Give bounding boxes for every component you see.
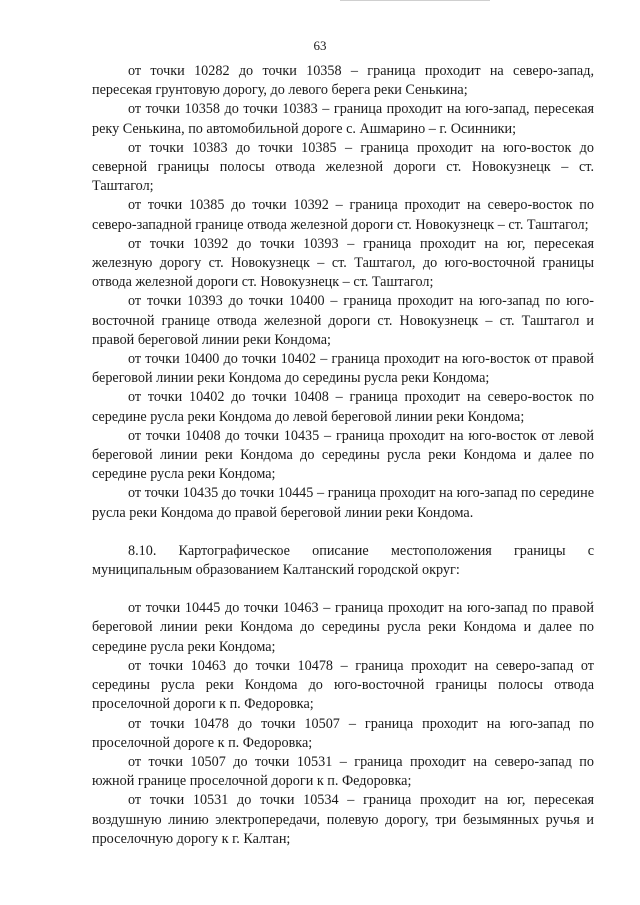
boundary-paragraph: от точки 10531 до точки 10534 – граница проходит на юг, пересекая воздушную линию электропередачи, полевую дорогу, три безымянных ручья и проселочную дорогу к г. Калтан;	[92, 792, 594, 847]
boundary-paragraph: от точки 10358 до точки 10383 – граница проходит на юго-запад, пересекая реку Сенькина, по автомобильной дороге с. Ашмарино – г. Осинники;	[92, 101, 594, 137]
boundary-paragraph: от точки 10445 до точки 10463 – граница проходит на юго-запад по правой береговой линии реки Кондома до середины русла реки Кондома и далее по середине русла реки Кондома;	[92, 600, 594, 655]
boundary-paragraph: от точки 10478 до точки 10507 – граница проходит на юго-запад по проселочной дороге к п. Федоровка;	[92, 715, 594, 751]
boundary-paragraph: от точки 10282 до точки 10358 – граница проходит на северо-запад, пересекая грунтовую дорогу, до левого берега реки Сенькина;	[92, 63, 594, 99]
boundary-paragraph: от точки 10435 до точки 10445 – граница проходит на юго-запад по середине русла реки Кондома до правой береговой линии реки Кондома.	[92, 485, 594, 521]
boundary-paragraph: от точки 10400 до точки 10402 – граница проходит на юго-восток от правой береговой линии реки Кондома до середины русла реки Кондома;	[92, 351, 594, 387]
boundary-paragraph: от точки 10507 до точки 10531 – граница проходит на северо-запад по южной границе проселочной дороги к п. Федоровка;	[92, 753, 594, 790]
boundary-paragraph: от точки 10408 до точки 10435 – граница проходит на юго-восток от левой береговой линии реки Кондома до середины русла реки Кондома и далее по середине русла реки Кондома;	[92, 427, 594, 483]
boundary-paragraph: от точки 10383 до точки 10385 – граница проходит на юго-восток до северной границы полосы отвода железной дороги ст. Новокузнецк – ст. Таштагол;	[92, 139, 594, 195]
page-number: 63	[313, 38, 327, 53]
document-body	[92, 62, 594, 849]
boundary-paragraph: от точки 10402 до точки 10408 – граница проходит на северо-восток по середине русла реки Кондома до левой береговой линии реки Кондома;	[92, 389, 594, 425]
boundary-paragraph: от точки 10393 до точки 10400 – граница проходит на юго-запад по юго-восточной границе отвода железной дороги ст. Новокузнецк – ст. Таштагол и правой береговой линии реки Кондома;	[92, 293, 594, 348]
scan-artifact-line	[340, 0, 490, 4]
boundary-paragraph: от точки 10392 до точки 10393 – граница проходит на юг, пересекая железную дорогу ст. Новокузнецк – ст. Таштагол, до юго-восточной границы отвода железной дороги ст. Новокузнецк – ст. Таштагол;	[92, 235, 594, 291]
boundary-paragraph: от точки 10385 до точки 10392 – граница проходит на северо-восток по северо-западной границе отвода железной дороги ст. Новокузнецк – ст. Таштагол;	[92, 197, 594, 233]
section-heading: 8.10. Картографическое описание местоположения границы с муниципальным образованием Калтанский городской округ:	[92, 542, 594, 579]
boundary-paragraph: от точки 10463 до точки 10478 – граница проходит на северо-запад от середины русла реки Кондома до юго-восточной границы полосы отвода проселочной дороги к п. Федоровка;	[92, 657, 594, 713]
